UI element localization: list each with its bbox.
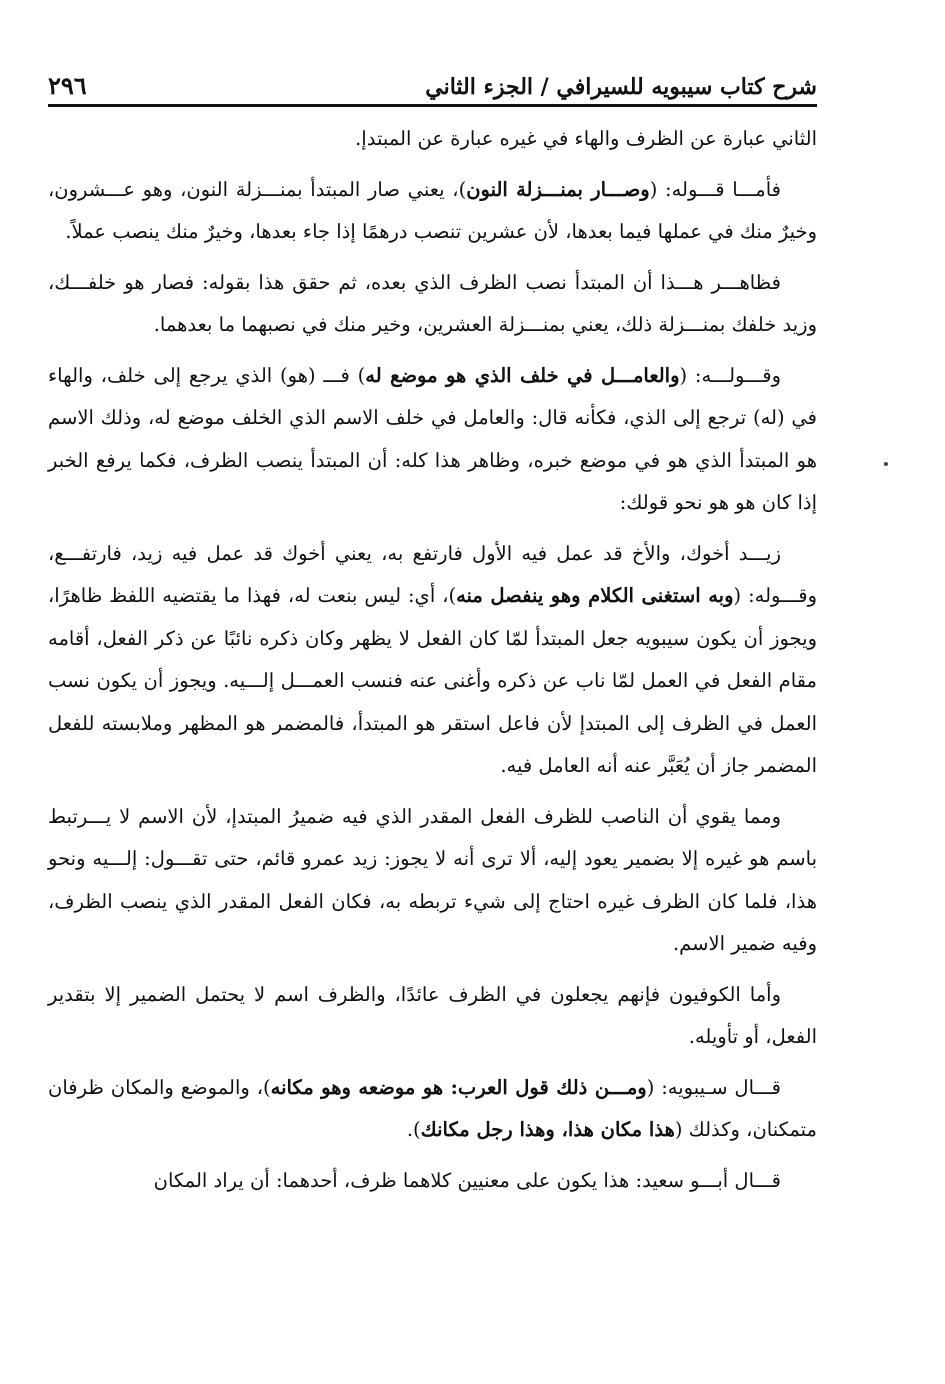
paragraph-text: وأما الكوفيون فإنهم يجعلون في الظرف عائدًا، والظرف اسم لا يحتمل الضمير إلا بتقدير الفعل، أو تأويله. xyxy=(48,982,817,1048)
paragraph-text: فأمـــا قـــوله: ( xyxy=(649,177,781,201)
quoted-text: ومـــن ذلك قول العرب: هو موضعه وهو مكانه xyxy=(270,1075,647,1099)
quoted-text: وبه استغنى الكلام وهو ينفصل منه xyxy=(456,584,734,607)
paragraph xyxy=(48,1160,817,1203)
quoted-text: هذا مكان هذا، وهذا رجل مكانك xyxy=(420,1118,675,1141)
paragraph-text: فظاهـــر هـــذا أن المبتدأ نصب الظرف الذي بعده، ثم حقق هذا بقوله: فصار هو خلفـــك، وزيد خلفك بمنـــزلة ذلك، يعني بمنـــزلة العشرين، وخير منك في نصبهما ما بعدهما. xyxy=(48,270,817,336)
paragraph-text: ومما يقوي أن الناصب للظرف الفعل المقدر الذي فيه ضميرُ المبتدإ، لأن الاسم لا يـــرتبط باسم هو غيره إلا بضمير يعود إليه، ألا ترى أنه لا يجوز: زيد عمرو قائم، حتى تقـــول: إلـــيه ونحو هذا، فلما كان الظرف غيره احتاج إلى شيء تربطه به، فكان الفعل المقدر الذي ينصب الظرف، وفيه ضمير الاسم. xyxy=(48,804,817,955)
paragraph-text: وقـــولـــه: ( xyxy=(679,363,781,387)
paragraph-text: قـــال سـيبويه: ( xyxy=(646,1075,782,1099)
paragraph xyxy=(48,533,817,788)
paragraph-text: ) فـــ (هو) الذي يرجع إلى خلف، والهاء في (له) ترجع إلى الذي، فكأنه قال: والعامل في خلف الاسم الذي الخلف موضع له، وذلك الاسم هو المبتدأ الذي هو في موضع خبره، وظاهر هذا كله: أن المبتدأ ينصب الظرف، فكما يرفع الخبر إذا كان هو هو نحو قولك: xyxy=(48,363,817,514)
paragraph xyxy=(48,355,817,525)
page-body xyxy=(48,118,817,1210)
paragraph xyxy=(48,796,817,966)
paragraph xyxy=(48,169,817,254)
paragraph-text: )، أي: ليس بنعت له، فهذا ما يقتضيه اللفظ ظاهرًا، ويجوز أن يكون سيبويه جعل المبتدأ لمّا كان الفعل لا يظهر وكان ذكره نائبًا عن ذكر الفعل، أقامه مقام الفعل في العمل لمّا ناب عن ذكره وأغنى عنه فنسب العمـــل إلـــيه. ويجوز أن يكون نسب العمل في الظرف إلى المبتدإ لأن فاعل استقر هو المبتدأ، فالمضمر هو المظهر وملابسته للفعل المضمر جاز أن يُعَبَّر عنه أنه العامل فيه. xyxy=(48,584,817,777)
page-number: ٢٩٦ xyxy=(48,71,87,100)
paragraph-text: ). xyxy=(406,1118,421,1141)
paragraph xyxy=(48,974,817,1059)
paragraph-text: قـــال أبـــو سعيد: هذا يكون على معنيين كلاهما ظرف، أحدهما: أن يراد المكان xyxy=(153,1168,781,1192)
page-header xyxy=(48,56,817,107)
paragraph-text: الثاني عبارة عن الظرف والهاء في غيره عبارة عن المبتدإ. xyxy=(355,127,817,150)
quoted-text: والعامـــل في خلف الذي هو موضع له xyxy=(365,363,680,387)
running-title: شرح كتاب سيبويه للسيرافي / الجزء الثاني xyxy=(425,74,817,100)
margin-mark xyxy=(884,462,888,466)
paragraph-text: زيـــد أخوك، والأخ قد عمل فيه الأول فارتفع به، يعني أخوك قد عمل فيه زيد، فارتفـــع، وقـــوله: ( xyxy=(48,541,817,607)
paragraph xyxy=(48,118,817,161)
paragraph xyxy=(48,262,817,347)
paragraph-text: )، والموضع والمكان ظرفان متمكنان، وكذلك ( xyxy=(48,1075,817,1141)
paragraph-text: )، يعني صار المبتدأ بمنـــزلة النون، وهو عـــشرون، وخيرٌ منك في عملها فيما بعدها، لأن عشرين تنصب درهمًا إذا جاء بعدها، وخيرٌ منك ينصب عملاً. xyxy=(48,177,817,243)
paragraph xyxy=(48,1067,817,1152)
quoted-text: وصـــار بمنـــزلة النون xyxy=(466,177,650,201)
